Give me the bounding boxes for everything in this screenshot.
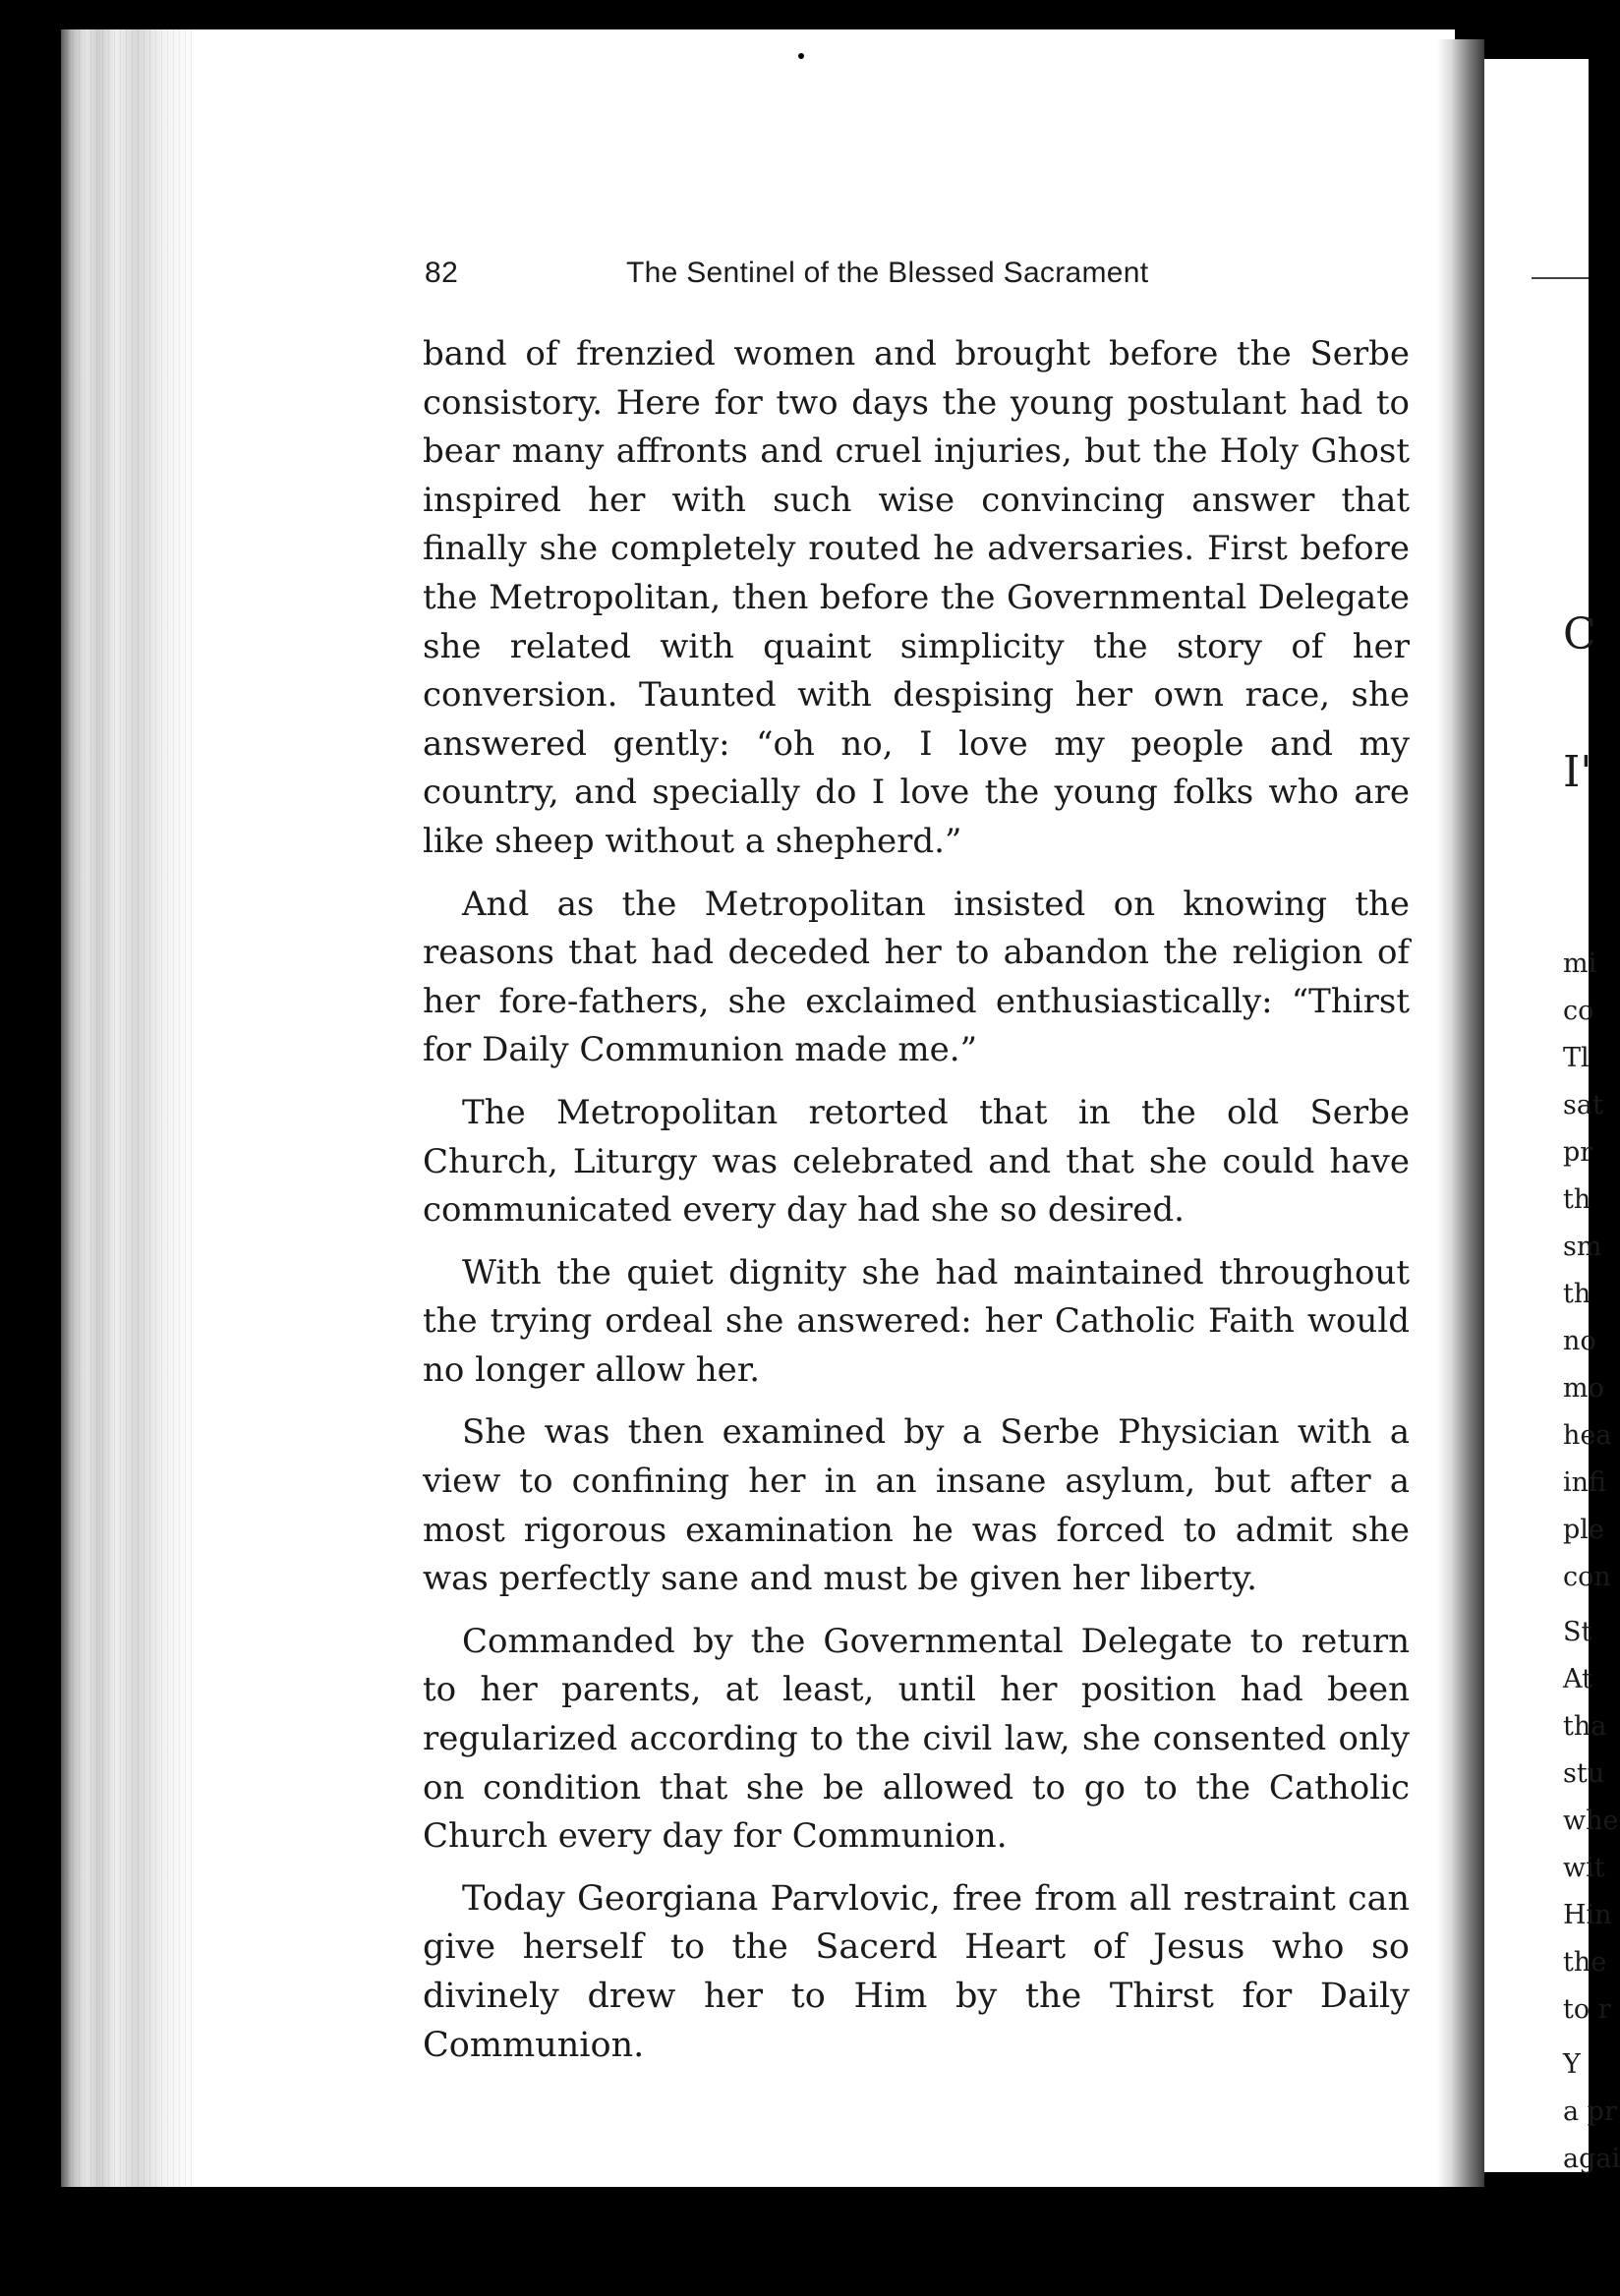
paragraph: Commanded by the Governmental Delegate to return to her parents, at least, until her position had been regularized according to the civil law, she consented only on condition that she be allowed to go to the Catholic Church every day for Communion.	[423, 1621, 1410, 1857]
scan-speck	[798, 53, 804, 59]
facing-page-fragment: stu	[1563, 1758, 1605, 1789]
facing-page-fragment: Hin	[1563, 1900, 1612, 1930]
facing-page-fragment: tha	[1563, 1711, 1607, 1742]
facing-page-fragment: Tl	[1563, 1043, 1590, 1073]
facing-page-fragment: mi	[1563, 948, 1597, 979]
facing-page-fragment: hea	[1563, 1420, 1612, 1451]
page-number: 82	[425, 257, 459, 289]
facing-page-fragment: wit	[1563, 1853, 1605, 1883]
facing-page-fragment: co	[1563, 996, 1594, 1026]
scan-speck	[732, 0, 740, 22]
facing-page	[1484, 59, 1620, 2174]
facing-page-fragment: no	[1563, 1326, 1596, 1356]
facing-page-fragment: the	[1563, 1947, 1607, 1978]
running-title: The Sentinel of the Blessed Sacrament	[626, 257, 1149, 289]
facing-page-rule	[1532, 277, 1589, 279]
facing-page-fragment: to r	[1563, 1994, 1611, 2025]
facing-page-fragment: a pr	[1563, 2096, 1617, 2127]
page-header	[425, 251, 1221, 296]
body-text	[423, 330, 1410, 2084]
facing-page-fragment: Y	[1563, 2049, 1581, 2080]
facing-page-fragment: ple	[1563, 1515, 1604, 1545]
facing-page-fragment: At	[1563, 1664, 1592, 1694]
paragraph: band of frenzied women and brought before the Serbe consistory. Here for two days the young postulant had to bear many affronts and cruel injuries, but the Holy Ghost inspired her with such wise convincing answer that finally she completely routed he adversaries. First before the Metropolitan, then before the Governmental Delegate she related with quaint simplicity the story of her conversion. Taunted with despising her own race, she answered gently: “oh no, I love my people and my country, and specially do I love the young folks who are like sheep without a shepherd.”	[423, 334, 1410, 861]
gutter-shadow	[1437, 39, 1484, 2187]
facing-page-fragment: St	[1563, 1617, 1592, 1647]
facing-page-fragment: agai	[1563, 2144, 1620, 2174]
facing-page-fragment: mo	[1563, 1373, 1604, 1404]
facing-page-fragment: con	[1563, 1562, 1611, 1592]
facing-page-fragment: pr	[1563, 1137, 1593, 1168]
facing-page-fragment: infi	[1563, 1467, 1607, 1498]
paragraph: The Metropolitan retorted that in the old Serbe Church, Liturgy was celebrated and that she could have communicated every day had she so desired.	[423, 1092, 1410, 1231]
facing-page-fragment: whe	[1563, 1806, 1619, 1836]
paragraph: She was then examined by a Serbe Physician with a view to confining her in an insane asylum, but after a most rigorous examination he was forced to admit she was perfectly sane and must be given her liberty.	[423, 1412, 1410, 1599]
facing-page-fragment: th	[1563, 1184, 1591, 1215]
facing-page-fragment: th	[1563, 1279, 1591, 1309]
paragraph: And as the Metropolitan insisted on knowing the reasons that had deceded her to abandon the religion of her fore-fathers, she exclaimed enthusiastically: “Thirst for Daily Communion made me.”	[423, 884, 1410, 1070]
facing-page-fragment: sat	[1563, 1090, 1603, 1120]
paragraph: With the quiet dignity she had maintained throughout the trying ordeal she answered: her Catholic Faith would no longer allow her.	[423, 1252, 1410, 1390]
facing-page-initial: C	[1563, 609, 1596, 660]
paragraph: Today Georgiana Parvlovic, free from all restraint can give herself to the Sacerd Heart of Jesus who so divinely drew her to Him by the Thirst for Daily Communion.	[423, 1878, 1410, 2065]
facing-page-initial: I'	[1563, 747, 1592, 797]
page-edges	[61, 29, 199, 2187]
facing-page-fragment: sm	[1563, 1232, 1602, 1262]
